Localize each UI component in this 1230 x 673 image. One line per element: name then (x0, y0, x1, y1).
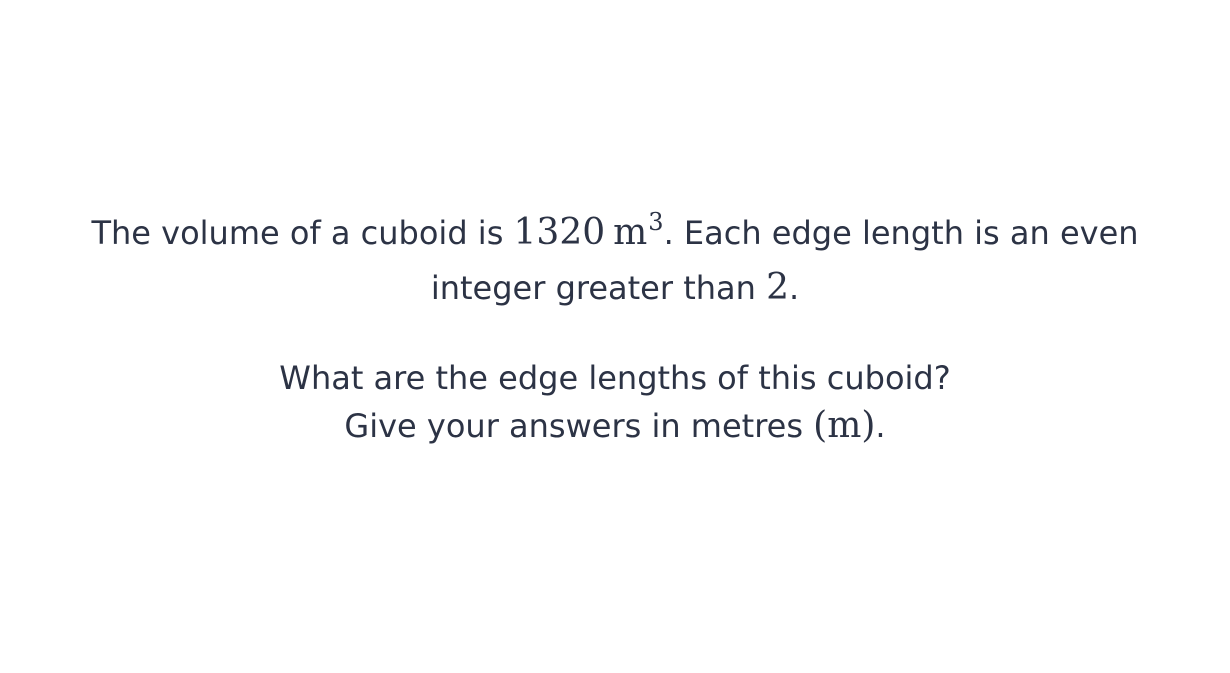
volume-value (513, 208, 664, 253)
line1-text-before: The volume of a cuboid is (91, 214, 514, 252)
question-line-2 (0, 262, 1230, 314)
question-text (0, 207, 1230, 450)
line2-text-after: . (788, 269, 800, 307)
volume-exponent: 3 (648, 208, 664, 236)
line4-text-before: Give your answers in metres (344, 407, 814, 445)
question-line-1 (0, 207, 1230, 262)
question-line-3: What are the edge lengths of this cuboid? (279, 359, 951, 397)
line2-text-before: integer greater than (430, 269, 767, 307)
volume-number: 1320 (513, 212, 606, 253)
line1-text-after: . Each edge length is an even (663, 214, 1139, 252)
volume-unit: m (613, 212, 648, 253)
minimum-value: 2 (766, 267, 789, 308)
line4-text-after: . (875, 407, 886, 445)
unit-metres: (m) (813, 405, 876, 446)
question-line-4 (0, 402, 1230, 450)
paragraph-gap (0, 314, 1230, 354)
